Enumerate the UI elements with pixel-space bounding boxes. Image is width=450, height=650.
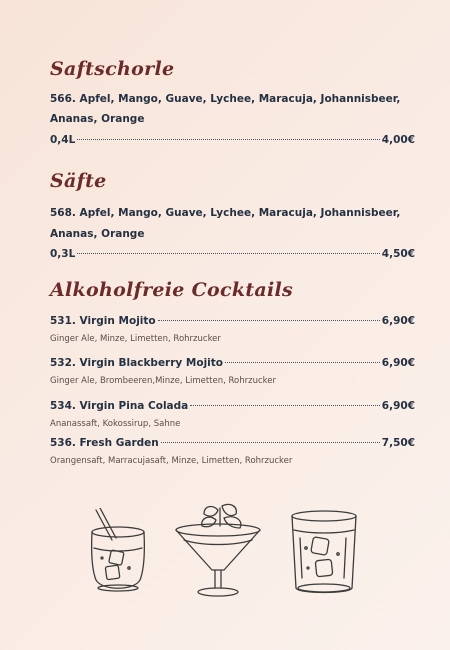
- cocktail-row: [50, 437, 415, 449]
- saefte-item-line2: Ananas, Orange: [50, 228, 145, 240]
- cocktail-row: [50, 400, 415, 412]
- saftschorle-size: 0,4L: [50, 134, 76, 146]
- cocktail-name: 536. Fresh Garden: [50, 437, 159, 449]
- cocktail-name: 531. Virgin Mojito: [50, 315, 156, 327]
- cocktail-price: 6,90€: [381, 400, 415, 412]
- martini-glass-with-mint-icon: [172, 500, 264, 600]
- section-title-saftschorle: Saftschorle: [50, 58, 175, 80]
- cocktail-glass-with-straw-icon: [82, 508, 154, 598]
- dot-leader: [77, 253, 379, 254]
- cocktail-row: [50, 357, 415, 369]
- saftschorle-item-line2: Ananas, Orange: [50, 113, 145, 125]
- saefte-price-row: [50, 248, 415, 260]
- cocktail-description: Ginger Ale, Minze, Limetten, Rohrzucker: [50, 334, 221, 344]
- section-title-cocktails: Alkoholfreie Cocktails: [50, 279, 294, 301]
- cocktail-price: 6,90€: [381, 357, 415, 369]
- dot-leader: [190, 405, 380, 406]
- cocktail-description: Ananassaft, Kokossirup, Sahne: [50, 419, 181, 429]
- cocktail-price: 6,90€: [381, 315, 415, 327]
- dot-leader: [161, 442, 380, 443]
- cocktail-name: 534. Virgin Pina Colada: [50, 400, 189, 412]
- section-title-saefte: Säfte: [50, 170, 107, 192]
- saftschorle-price-row: [50, 134, 415, 146]
- saefte-price: 4,50€: [381, 248, 415, 260]
- dot-leader: [77, 139, 379, 140]
- cocktail-price: 7,50€: [381, 437, 415, 449]
- cocktail-description: Orangensaft, Marracujasaft, Minze, Limetten, Rohrzucker: [50, 456, 293, 466]
- saefte-item-line1: 568. Apfel, Mango, Guave, Lychee, Maracuja, Johannisbeer,: [50, 207, 401, 219]
- cocktail-row: [50, 315, 415, 327]
- saftschorle-price: 4,00€: [381, 134, 415, 146]
- tumbler-with-ice-icon: [288, 508, 360, 598]
- dot-leader: [158, 320, 380, 321]
- saftschorle-item-line1: 566. Apfel, Mango, Guave, Lychee, Maracuja, Johannisbeer,: [50, 93, 401, 105]
- cocktail-description: Ginger Ale, Brombeeren,Minze, Limetten, Rohrzucker: [50, 376, 277, 386]
- saefte-size: 0,3L: [50, 248, 76, 260]
- cocktail-name: 532. Virgin Blackberry Mojito: [50, 357, 224, 369]
- dot-leader: [225, 362, 380, 363]
